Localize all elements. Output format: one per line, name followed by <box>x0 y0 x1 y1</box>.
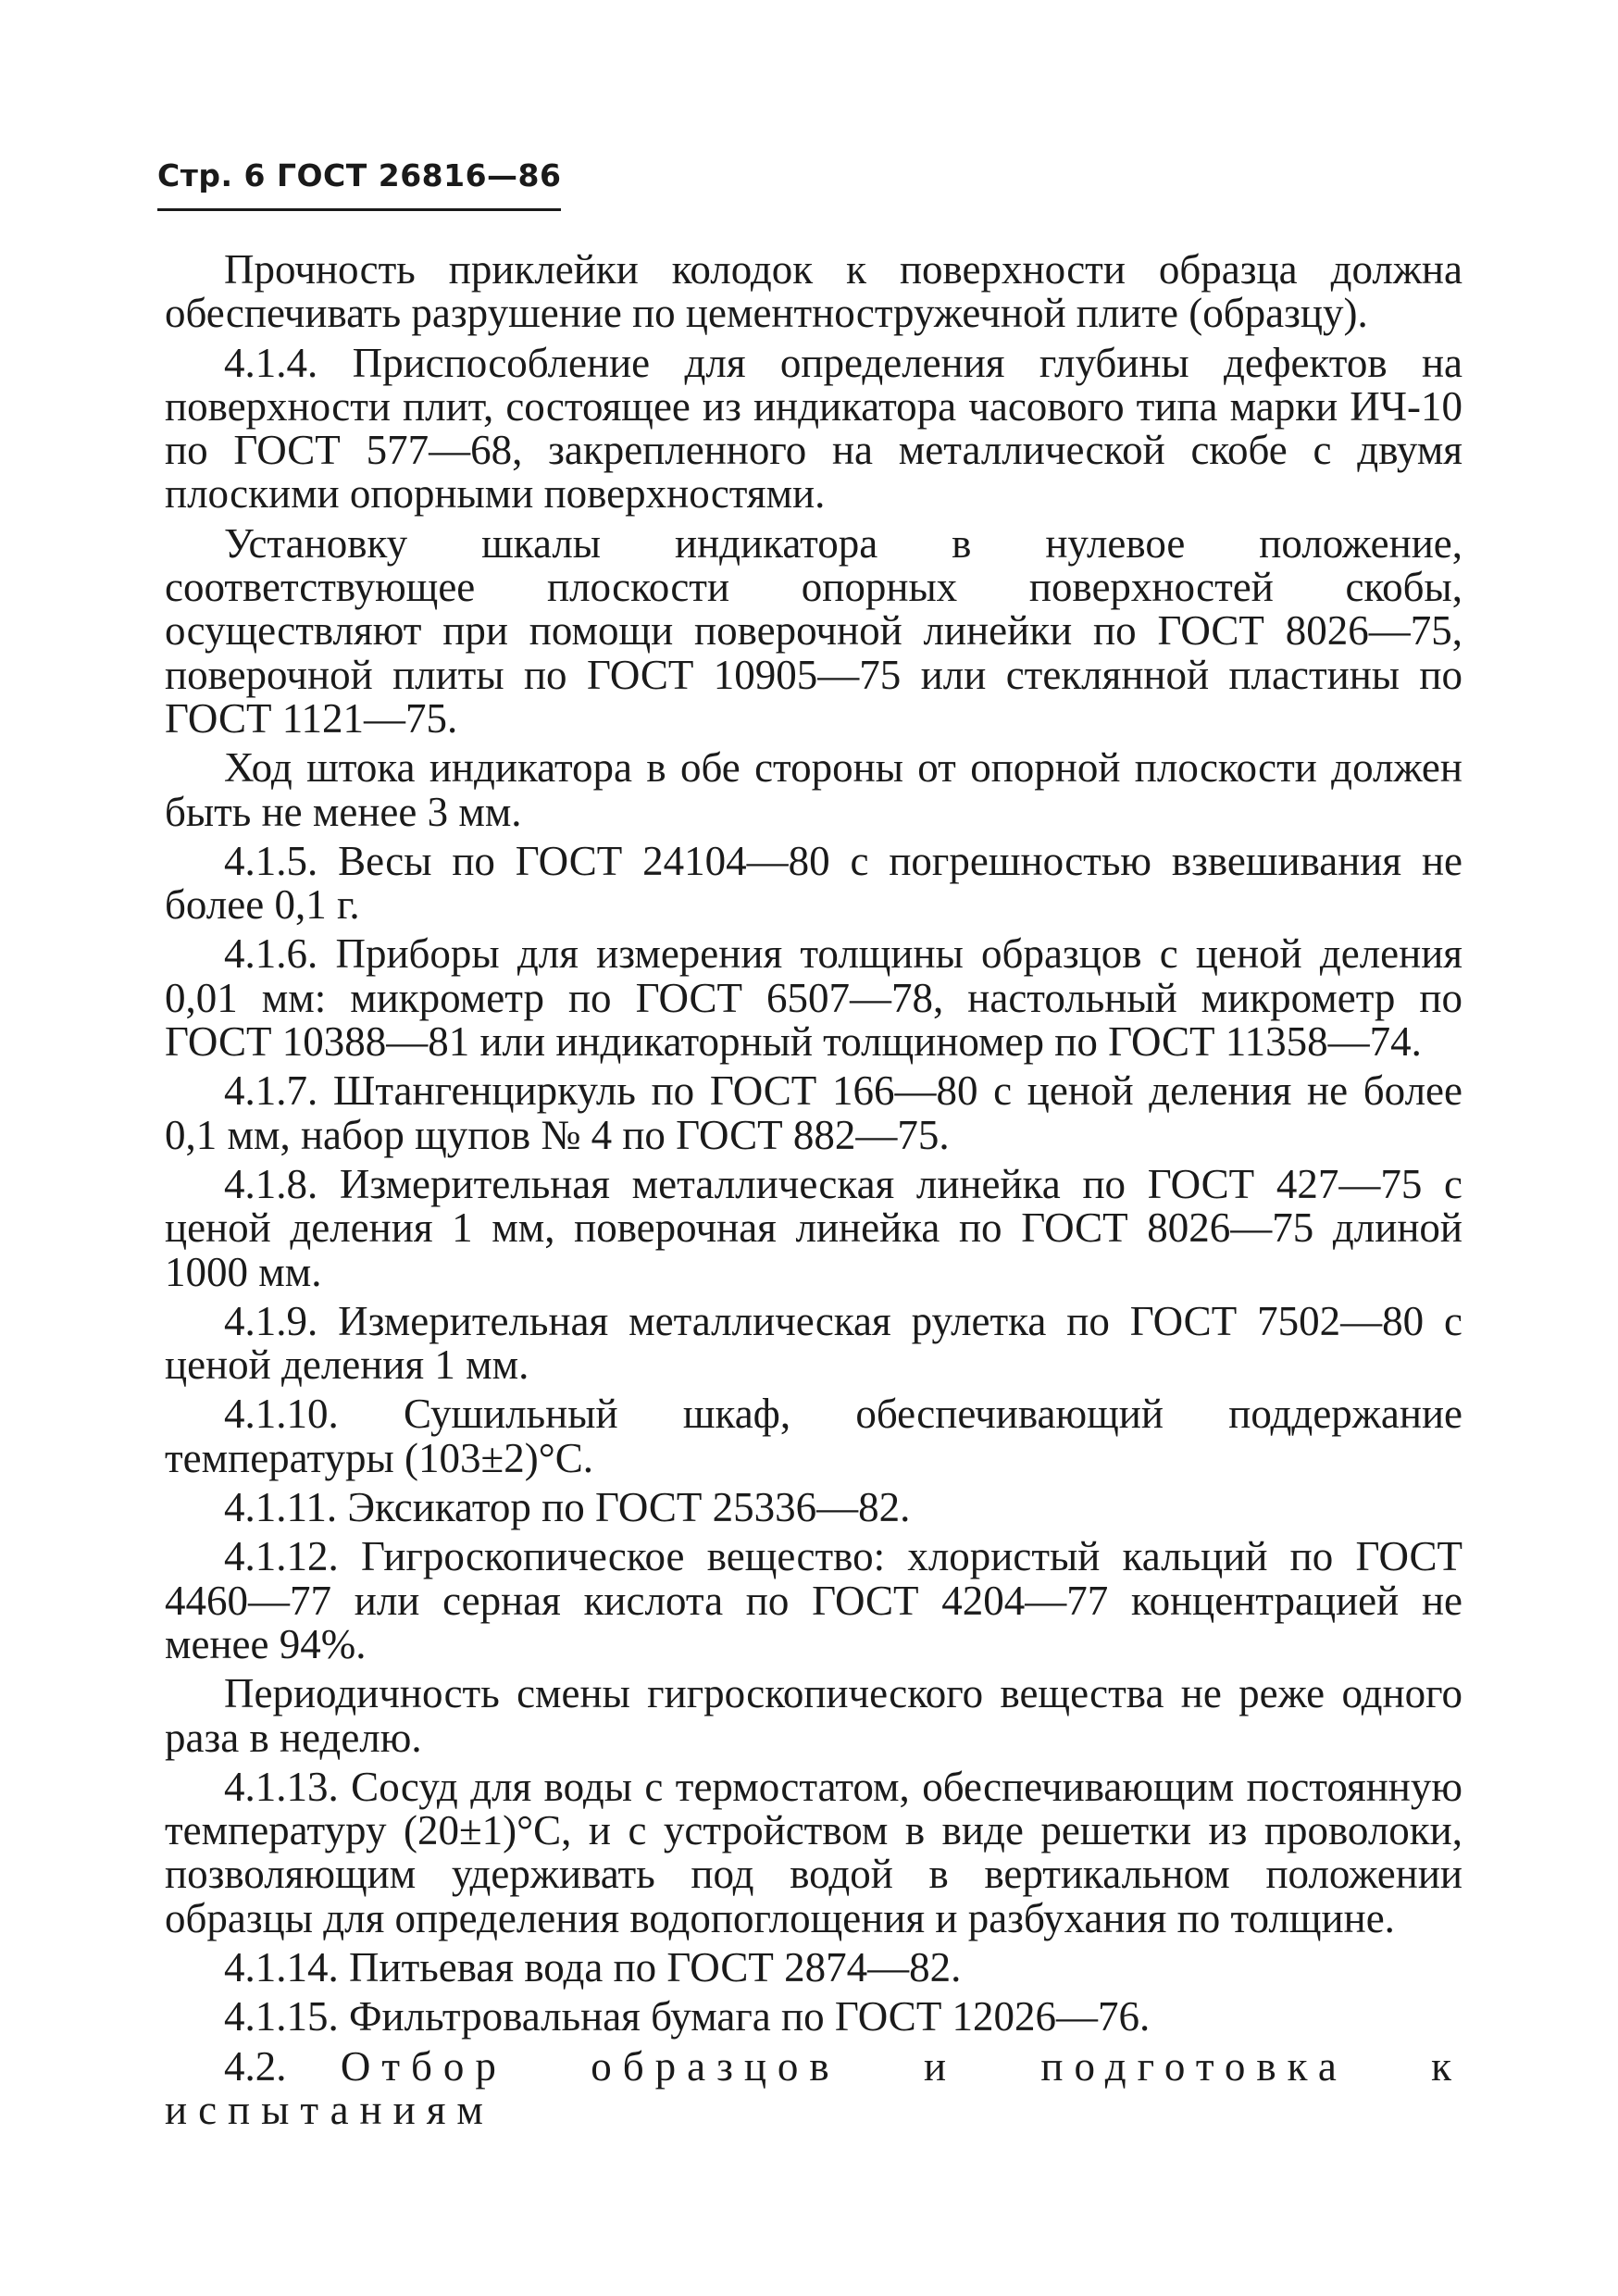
paragraph-4-1-10: 4.1.10. Сушильный шкаф, обеспечивающий поддержание температуры (103±2)°С. <box>165 1391 1462 1481</box>
paragraph-4-1-8: 4.1.8. Измерительная металлическая линейка по ГОСТ 427—75 с ценой деления 1 мм, поверочная линейка по ГОСТ 8026—75 длиной 1000 мм. <box>165 1160 1462 1295</box>
paragraph-indicator-zero: Установку шкалы индикатора в нулевое положение, соответствующее плоскости опорных поверхностей скобы, осуществляют при помощи поверочной линейки по ГОСТ 8026—75, поверочной плиты по ГОСТ 10905—75 или стеклянной пластины по ГОСТ 1121—75. <box>165 519 1462 742</box>
paragraph-4-1-11: 4.1.11. Эксикатор по ГОСТ 25336—82. <box>224 1484 911 1531</box>
paragraph-adhesion-strength: Прочность приклейки колодок к поверхности образца должна обеспечивать разрушение по цементностружечной плите (образцу). <box>165 246 1462 337</box>
paragraph-4-1-7: 4.1.7. Штангенциркуль по ГОСТ 166—80 с ценой деления не более 0,1 мм, набор щупов № 4 по ГОСТ 882—75. <box>165 1067 1462 1158</box>
section-number: 4.2. <box>224 2042 287 2090</box>
paragraph-4-1-4: 4.1.4. Приспособление для определения глубины дефектов на поверхности плит, состоящее из индикатора часового типа марки ИЧ-10 по ГОСТ 577—68, закрепленного на металлической скобе с двумя плоскими опорными поверхностями. <box>165 339 1462 518</box>
paragraph-4-1-6: 4.1.6. Приборы для измерения толщины образцов с ценой деления 0,01 мм: микрометр по ГОСТ 6507—78, настольный микрометр по ГОСТ 10388—81 или индикаторный толщиномер по ГОСТ 11358—74. <box>165 930 1462 1066</box>
paragraph-4-1-15: 4.1.15. Фильтровальная бумага по ГОСТ 12026—76. <box>224 1993 1151 2040</box>
page-header: Стр. 6 ГОСТ 26816—86 <box>157 157 562 193</box>
section-title: Отбор образцов и подготовка к испытаниям <box>165 2042 1462 2133</box>
paragraph-4-1-5: 4.1.5. Весы по ГОСТ 24104—80 с погрешностью взвешивания не более 0,1 г. <box>165 837 1462 929</box>
document-body <box>165 248 1462 2132</box>
section-heading-4-2 <box>165 2042 1462 2133</box>
paragraph-rod-travel: Ход штока индикатора в обе стороны от опорной плоскости должен быть не менее 3 мм. <box>165 744 1462 835</box>
paragraph-hygroscopic-change: Периодичность смены гигроскопического вещества не реже одного раза в неделю. <box>165 1670 1462 1761</box>
paragraph-4-1-14: 4.1.14. Питьевая вода по ГОСТ 2874—82. <box>224 1943 962 1990</box>
paragraph-4-1-9: 4.1.9. Измерительная металлическая рулетка по ГОСТ 7502—80 с ценой деления 1 мм. <box>165 1297 1462 1389</box>
paragraph-4-1-13: 4.1.13. Сосуд для воды с термостатом, обеспечивающим постоянную температуру (20±1)°С, и с устройством в виде решетки из проволоки, позволяющим удерживать под водой в вертикальном положении образцы для определения водопоглощения и разбухания по толщине. <box>165 1763 1462 1941</box>
paragraph-4-1-12: 4.1.12. Гигроскопическое вещество: хлористый кальций по ГОСТ 4460—77 или серная кислота по ГОСТ 4204—77 концентрацией не менее 94%. <box>165 1533 1462 1667</box>
header-rule <box>157 208 561 211</box>
